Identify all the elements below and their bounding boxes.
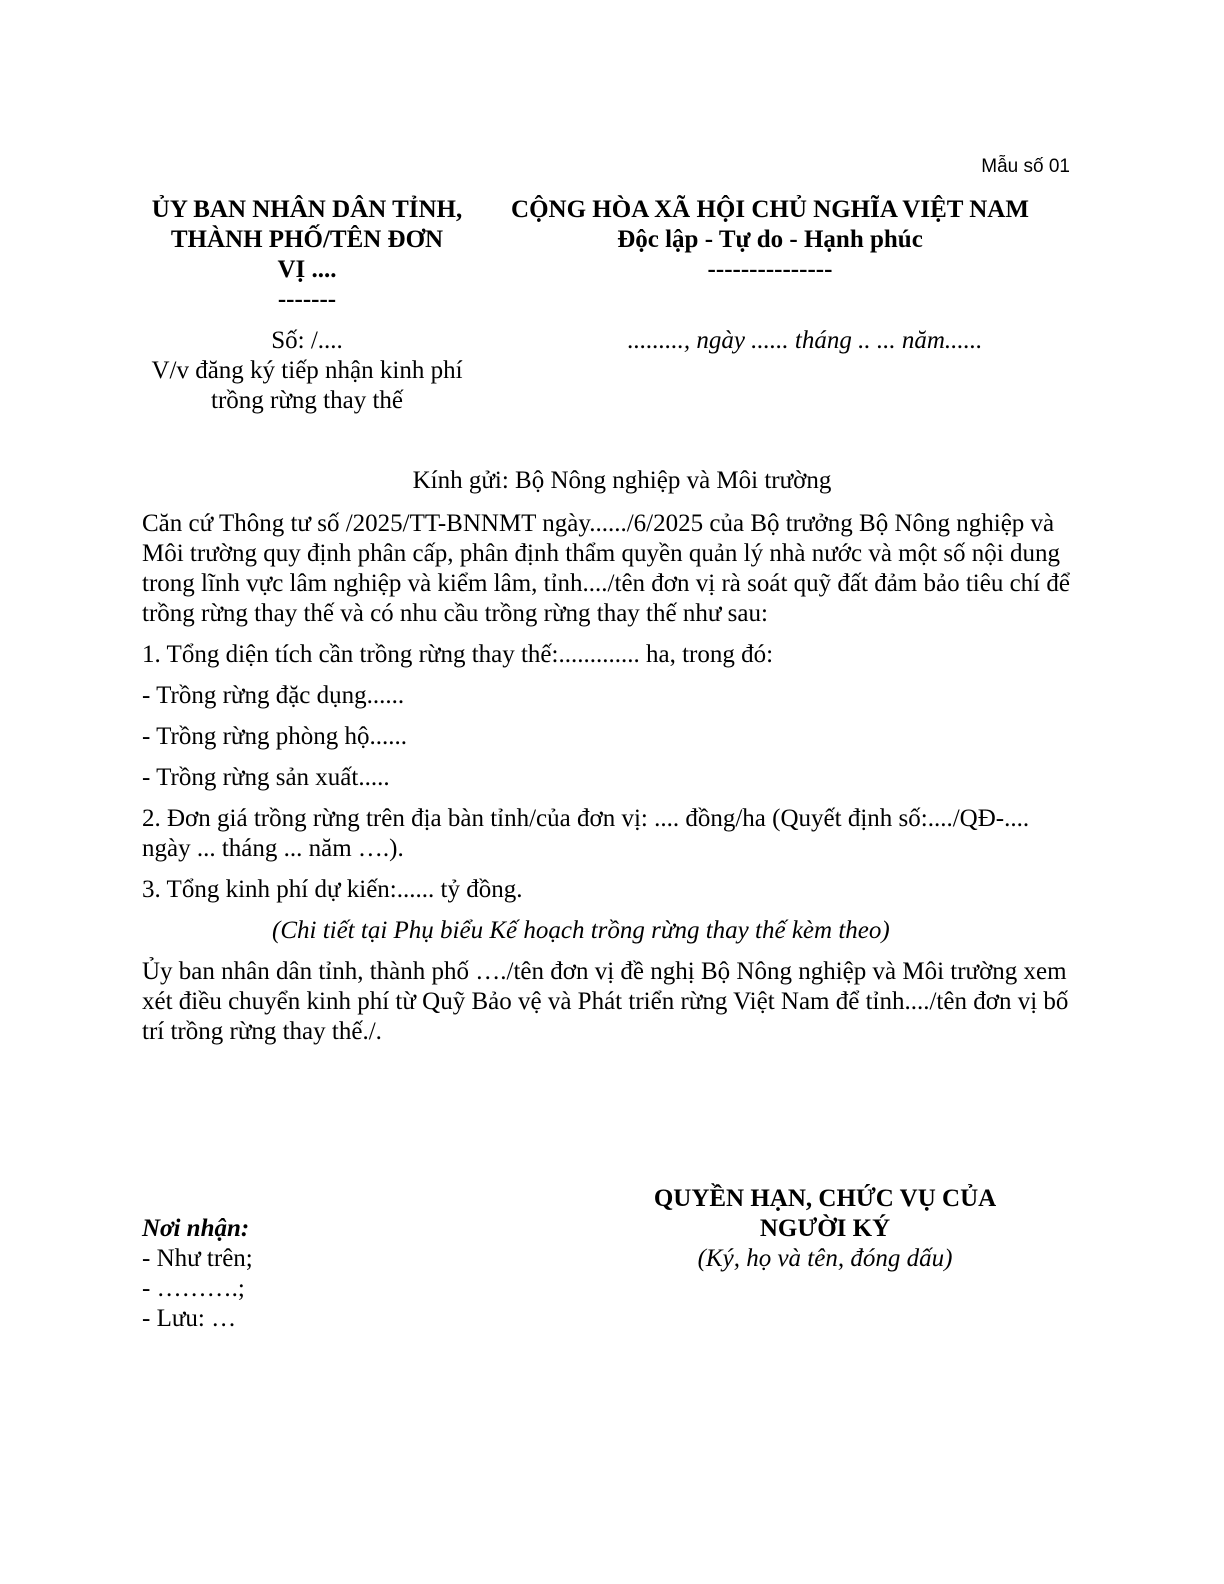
recipients-item: - ……….; <box>142 1275 245 1302</box>
nation-name: CỘNG HÒA XÃ HỘI CHỦ NGHĨA VIỆT NAM <box>511 196 1029 223</box>
signer-title-line-2: NGƯỜI KÝ <box>759 1215 891 1242</box>
body-item-1b: - Trồng rừng phòng hộ...... <box>142 723 407 750</box>
body-item-1: 1. Tổng diện tích cần trồng rừng thay thế:............. ha, trong đó: <box>142 641 774 668</box>
body-intro: Căn cứ Thông tư số /2025/TT-BNNMT ngày....../6/2025 của Bộ trưởng Bộ Nông nghiệp và Môi trường quy định phân cấp, phân định thẩm quyền quản lý nhà nước và một số nội dung trong lĩnh vực lâm nghiệp và kiểm lâm, tỉnh..../tên đơn vị rà soát quỹ đất đảm bảo tiêu chí để trồng rừng thay thế và có nhu cầu trồng rừng thay thế như sau: <box>142 510 1070 627</box>
body-item-1c: - Trồng rừng sản xuất..... <box>142 764 390 791</box>
agency-line-1: ỦY BAN NHÂN DÂN TỈNH, <box>151 196 463 223</box>
signer-title-line-1: QUYỀN HẠN, CHỨC VỤ CỦA <box>653 1185 997 1212</box>
nation-divider: --------------- <box>707 256 833 283</box>
signer-instruction: (Ký, họ và tên, đóng dấu) <box>697 1245 953 1272</box>
document-number: Số: /.... <box>271 327 343 354</box>
agency-divider: ------- <box>277 286 337 313</box>
agency-line-2: THÀNH PHỐ/TÊN ĐƠN <box>170 226 444 253</box>
form-number: Mẫu số 01 <box>981 156 1070 177</box>
recipient-line: Kính gửi: Bộ Nông nghiệp và Môi trường <box>412 467 832 494</box>
document-subject-line-1: V/v đăng ký tiếp nhận kinh phí <box>151 357 463 384</box>
recipients-list <box>142 1214 502 1334</box>
body-item-1a: - Trồng rừng đặc dụng...... <box>142 682 405 709</box>
nation-motto: Độc lập - Tự do - Hạnh phúc <box>617 226 923 253</box>
document-body <box>142 509 1072 1047</box>
recipients-item: - Lưu: … <box>142 1305 237 1332</box>
recipients-item: - Như trên; <box>142 1245 253 1272</box>
document-date: ........., ngày ...... tháng .. ... năm...... <box>627 327 983 354</box>
agency-line-3: VỊ .... <box>277 256 337 283</box>
body-closing: Ủy ban nhân dân tỉnh, thành phố …./tên đơn vị đề nghị Bộ Nông nghiệp và Môi trường xem xét điều chuyển kinh phí từ Quỹ Bảo vệ và Phát triển rừng Việt Nam để tỉnh..../tên đơn vị bố trí trồng rừng thay thế./. <box>142 958 1069 1045</box>
body-item-3: 3. Tổng kinh phí dự kiến:...... tỷ đồng. <box>142 876 523 903</box>
issuing-agency <box>130 195 484 315</box>
document-number-block <box>130 326 484 416</box>
signature-block <box>610 1184 1040 1274</box>
national-header <box>492 195 1048 285</box>
document-subject-line-2: trồng rừng thay thế <box>211 387 403 414</box>
recipients-heading: Nơi nhận: <box>142 1215 250 1242</box>
body-note: (Chi tiết tại Phụ biểu Kế hoạch trồng rừng thay thế kèm theo) <box>272 917 890 944</box>
body-item-2: 2. Đơn giá trồng rừng trên địa bàn tỉnh/của đơn vị: .... đồng/ha (Quyết định số:..../QĐ-.... ngày ... tháng ... năm ….). <box>142 805 1030 862</box>
